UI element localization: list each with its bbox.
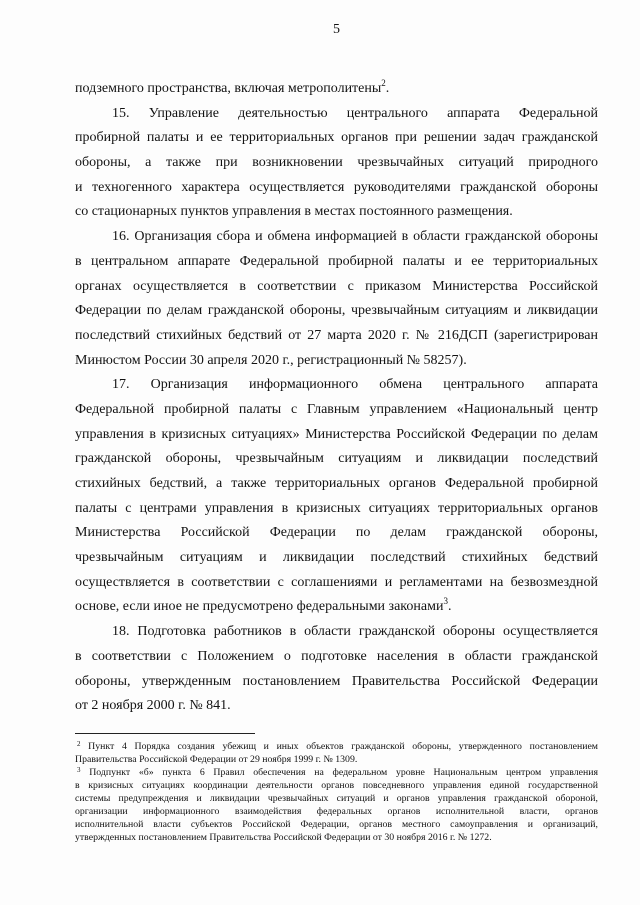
- paragraph-number: 16.: [112, 229, 130, 245]
- footnote-line: исполнительной власти субъектов Российской Федерации, органов местного самоуправления и организаций,: [75, 819, 598, 830]
- text-line: со стационарных пунктов управления в местах постоянного размещения.: [75, 204, 513, 220]
- line-text: Организация сбора и обмена информацией в области гражданской обороны: [134, 229, 598, 245]
- line-text: подземного пространства, включая метрополитены: [75, 81, 382, 96]
- line-text: основе, если иное не предусмотрено федеральными законами: [75, 599, 444, 615]
- footnote-line: утвержденных постановлением Правительства Российской Федерации от 30 ноября 2016 г. № 1272.: [75, 832, 492, 843]
- footnote-marker: 2: [77, 740, 81, 748]
- text-line: пробирной палаты и ее территориальных органов при решении задач гражданской: [75, 130, 598, 146]
- footnote-first-line: [75, 740, 598, 753]
- line-text: .: [447, 599, 452, 615]
- text-line: органах осуществляется в соответствии с приказом Министерства Российской: [75, 278, 598, 294]
- paragraph-number: 18.: [112, 624, 130, 640]
- footnote-2: [75, 740, 598, 766]
- footnotes: [75, 740, 598, 844]
- footnote-line: Правительства Российской Федерации от 29 ноября 1999 г. № 1309.: [75, 754, 358, 765]
- text-line: Федеральной пробирной палаты с Главным управлением «Национальный центр: [75, 401, 598, 417]
- text-line: от 2 ноября 2000 г. № 841.: [75, 698, 231, 714]
- footnote-line: системы предупреждения и ликвидации чрезвычайных ситуаций и органов управления гражданской обороной,: [75, 793, 598, 804]
- footnote-ref: 2: [381, 78, 386, 88]
- paragraph-first-line: [75, 102, 598, 127]
- text-line: палаты с центрами управления в кризисных ситуациях территориальных органов: [75, 500, 598, 516]
- text-line: обороны, утвержденным постановлением Правительства Российской Федерации: [75, 673, 598, 689]
- footnote-3: [75, 766, 598, 844]
- footnote-first-line: [75, 766, 598, 779]
- paragraph-number: 17.: [112, 377, 130, 393]
- footnote-separator: [75, 733, 255, 734]
- text-line: гражданской обороны, чрезвычайным ситуациям и ликвидации последствий: [75, 451, 598, 467]
- text-line: [75, 77, 598, 102]
- page-number: 5: [333, 22, 340, 37]
- line-text: Подпункт «б» пункта 6 Правил обеспечения на федеральном уровне Национальным центром управления: [89, 767, 598, 778]
- paragraph-17: [75, 373, 598, 620]
- text-line: [75, 595, 598, 620]
- footnote-line: организации информационного взаимодействия федеральных органов исполнительной власти, органов: [75, 806, 598, 817]
- text-line: стихийных бедствий, а также территориальных органов Федеральной пробирной: [75, 476, 598, 491]
- paragraph-16: [75, 225, 598, 373]
- line-text: Организация информационного обмена центрального аппарата: [150, 377, 598, 393]
- paragraph-first-line: [75, 373, 598, 398]
- text-line: чрезвычайным ситуациям и ликвидации последствий стихийных бедствий: [75, 550, 598, 566]
- paragraph-15: [75, 102, 598, 225]
- line-text: Управление деятельностью центрального аппарата Федеральной: [148, 105, 598, 121]
- text-line: Министерства Российской Федерации по делам гражданской обороны,: [75, 525, 598, 541]
- body-text: [75, 77, 598, 719]
- text-line: последствий стихийных бедствий от 27 марта 2020 г. № 216ДСП (зарегистрирован: [75, 327, 598, 343]
- text-line: в соответствии с Положением о подготовке населения в области гражданской: [75, 648, 598, 664]
- line-text: Пункт 4 Порядка создания убежищ и иных объектов гражданской обороны, утвержденного постановлением: [88, 741, 598, 752]
- line-text: .: [385, 81, 390, 96]
- footnote-line: в кризисных ситуациях координации деятельности органов повседневного управления единой государственной: [75, 780, 598, 791]
- paragraph-first-line: [75, 620, 598, 645]
- paragraph-first-line: [75, 225, 598, 250]
- text-line: обороны, а также при возникновении чрезвычайных ситуаций природного: [75, 155, 598, 171]
- text-line: Минюстом России 30 апреля 2020 г., регистрационный № 58257).: [75, 352, 467, 368]
- text-line: управления в кризисных ситуациях» Министерства Российской Федерации по делам: [75, 426, 598, 442]
- text-line: в центральном аппарате Федеральной пробирной палаты и ее территориальных: [75, 253, 598, 269]
- text-line: Федерации по делам гражданской обороны, чрезвычайным ситуациям и ликвидации: [75, 303, 598, 319]
- paragraph-number: 15.: [112, 105, 130, 121]
- line-text: Подготовка работников в области гражданской обороны осуществляется: [137, 624, 599, 640]
- footnote-ref: 3: [443, 596, 448, 607]
- text-line: и техногенного характера осуществляется руководителями гражданской обороны: [75, 179, 598, 195]
- text-line: осуществляется в соответствии с соглашениями и регламентами на безвозмездной: [75, 574, 598, 590]
- paragraph-18: [75, 620, 598, 719]
- footnote-marker: 3: [77, 766, 81, 774]
